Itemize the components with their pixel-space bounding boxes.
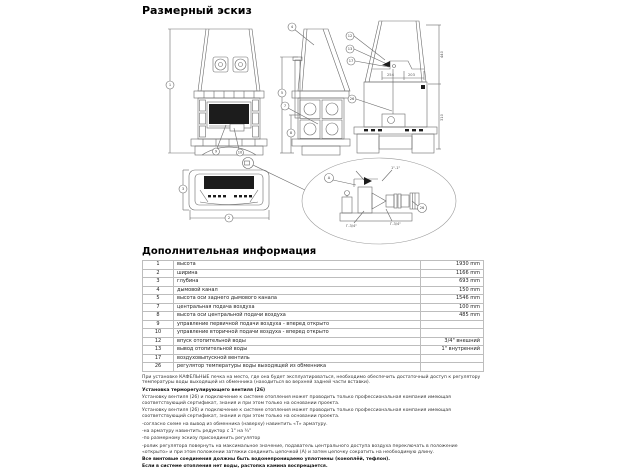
row-value: 693 mm [421, 278, 484, 287]
table-row [143, 337, 484, 346]
row-value: 1930 mm [421, 261, 484, 270]
row-number: 8 [143, 312, 174, 321]
row-label: впуск отопительной воды [174, 337, 421, 346]
note-warning-seal: Все винтовые соединения должны быть водонепроницаемо уплотнены (коноплёй, тефлон). [142, 457, 390, 462]
rear-dim-v-top: 440 [440, 51, 444, 58]
row-value: 1546 mm [421, 295, 484, 304]
row-label: высота оси центральной подачи воздуха [174, 312, 421, 321]
table-row [143, 286, 484, 295]
row-label: дымовой канал [174, 286, 421, 295]
note-bullet: -ролик регулятора повернуть на максимальное значение, подаватель центрального доступа воздуха переключать в положение «открыто» и при этом положении затяжки соединить цепочкой (А) и затем цепочку сократить на необходимую длину. [142, 443, 458, 455]
callout-primary-air: 9 [214, 149, 218, 154]
row-number: 17 [143, 354, 174, 363]
content-column [142, 4, 484, 472]
table-row [143, 354, 484, 363]
dimensional-drawing [142, 19, 484, 243]
table-row [143, 329, 484, 338]
row-value [421, 363, 484, 372]
row-number: 12 [143, 337, 174, 346]
rear-dim-v-bottom: 310 [440, 114, 444, 121]
callout-flue: 4 [290, 25, 294, 29]
row-number: 13 [143, 346, 174, 355]
table-row [143, 295, 484, 304]
callout-central-air: 7 [283, 104, 287, 108]
table-row [143, 303, 484, 312]
table-row [143, 261, 484, 270]
callout-secondary-air: 10 [237, 150, 243, 155]
row-label: ширина [174, 269, 421, 278]
row-number: 26 [143, 363, 174, 372]
row-value: 1" внутренний [421, 346, 484, 355]
callout-water-inlet: 12 [347, 34, 353, 38]
callout-central-air-axis: 8 [289, 131, 293, 135]
table-row [143, 269, 484, 278]
row-value: 485 mm [421, 312, 484, 321]
info-table [142, 260, 484, 372]
detail-ellipse [302, 158, 456, 244]
callout-regulator: 26 [349, 97, 355, 101]
row-number: 2 [143, 269, 174, 278]
info-section-title: Дополнительная информация [142, 246, 317, 257]
row-number: 3 [143, 278, 174, 287]
row-label: высота [174, 261, 421, 270]
row-number: 4 [143, 286, 174, 295]
note-intro: При установке КАФЕЛЬНЫЕ печка на место, где она будет эксплуатироваться, необходимо обеспечить достаточный доступ к регулятору температуры воды выходящей из обменника (находиться во верхней задней части вставки). [142, 374, 481, 386]
row-label: управление первичной подачи воздуха - вперед открыто [174, 320, 421, 329]
callout-flue-axis: 5 [280, 91, 284, 95]
row-value [421, 354, 484, 363]
rear-dim-left: 254 [387, 73, 394, 77]
side-view [278, 23, 350, 155]
front-view [166, 29, 267, 156]
table-row [143, 346, 484, 355]
row-label: глубина [174, 278, 421, 287]
rear-dim-right: 203 [408, 73, 415, 77]
row-label: высота оси заднего дымового канала [174, 295, 421, 304]
row-number: 7 [143, 303, 174, 312]
row-number: 9 [143, 320, 174, 329]
note-paragraph: Установку вентиля (26) и подключение к системе отопления может проводить только профессиональная компания имеющая соответствующий сертификат, знания и при этом только на основании проекта. [142, 408, 451, 420]
detail-dim-left: Г-3/4" [346, 224, 357, 228]
row-value: 3/4" внешний [421, 337, 484, 346]
detail-dim-top: 1"-1" [391, 166, 401, 170]
callout-detail-a: A [327, 176, 331, 180]
note-paragraph: Установку вентиля (26) и подключение к системе отопления может проводить только профессиональная компания имеющая соответствующий сертификат, знания и при этом только на основании проекта. [142, 395, 451, 406]
note-bullet: -согласно схеме на вывод из обменника (наверху) навинтить «Т» арматуру. [142, 421, 328, 427]
row-label: вывод отопительной воды [174, 346, 421, 355]
note-bullet: -по размерному эскизу присоединить регулятор [142, 436, 261, 442]
note-bullet: -на арматуру навинтить редуктор с 1" на ¾" [142, 429, 252, 434]
rear-view [346, 21, 444, 153]
table-row [143, 320, 484, 329]
callout-height: 1 [168, 83, 172, 87]
row-value: 150 mm [421, 286, 484, 295]
callout-width: 2 [227, 216, 231, 220]
row-value: 100 mm [421, 303, 484, 312]
note-warning-water: Если в системе отопления нет воды, растопка камина воспрещается. [142, 464, 328, 470]
callout-detail-regulator: 26 [419, 206, 425, 210]
callout-air-release: 17 [348, 59, 354, 63]
plan-view [179, 158, 305, 223]
note-heading: Установка терморегулирующего вентиля (26) [142, 387, 266, 393]
row-number: 5 [143, 295, 174, 304]
page-title: Размерный эскиз [142, 4, 252, 17]
row-label: воздуховыпускной вентиль [174, 354, 421, 363]
table-row [143, 363, 484, 372]
row-label: регулятор температуры воды выходящей из обменника [174, 363, 421, 372]
row-value [421, 320, 484, 329]
table-row [143, 312, 484, 321]
callout-depth: 3 [181, 187, 185, 191]
notes-section [142, 375, 484, 471]
callout-water-outlet: 13 [347, 47, 353, 51]
row-number: 1 [143, 261, 174, 270]
row-value [421, 329, 484, 338]
row-label: управление вторичной подачи воздуха - вперед открыто [174, 329, 421, 338]
row-label: центральная подача воздуха [174, 303, 421, 312]
row-value: 1166 mm [421, 269, 484, 278]
detail-dim-right: Г-3/4" [390, 222, 401, 226]
table-row [143, 278, 484, 287]
row-number: 10 [143, 329, 174, 338]
